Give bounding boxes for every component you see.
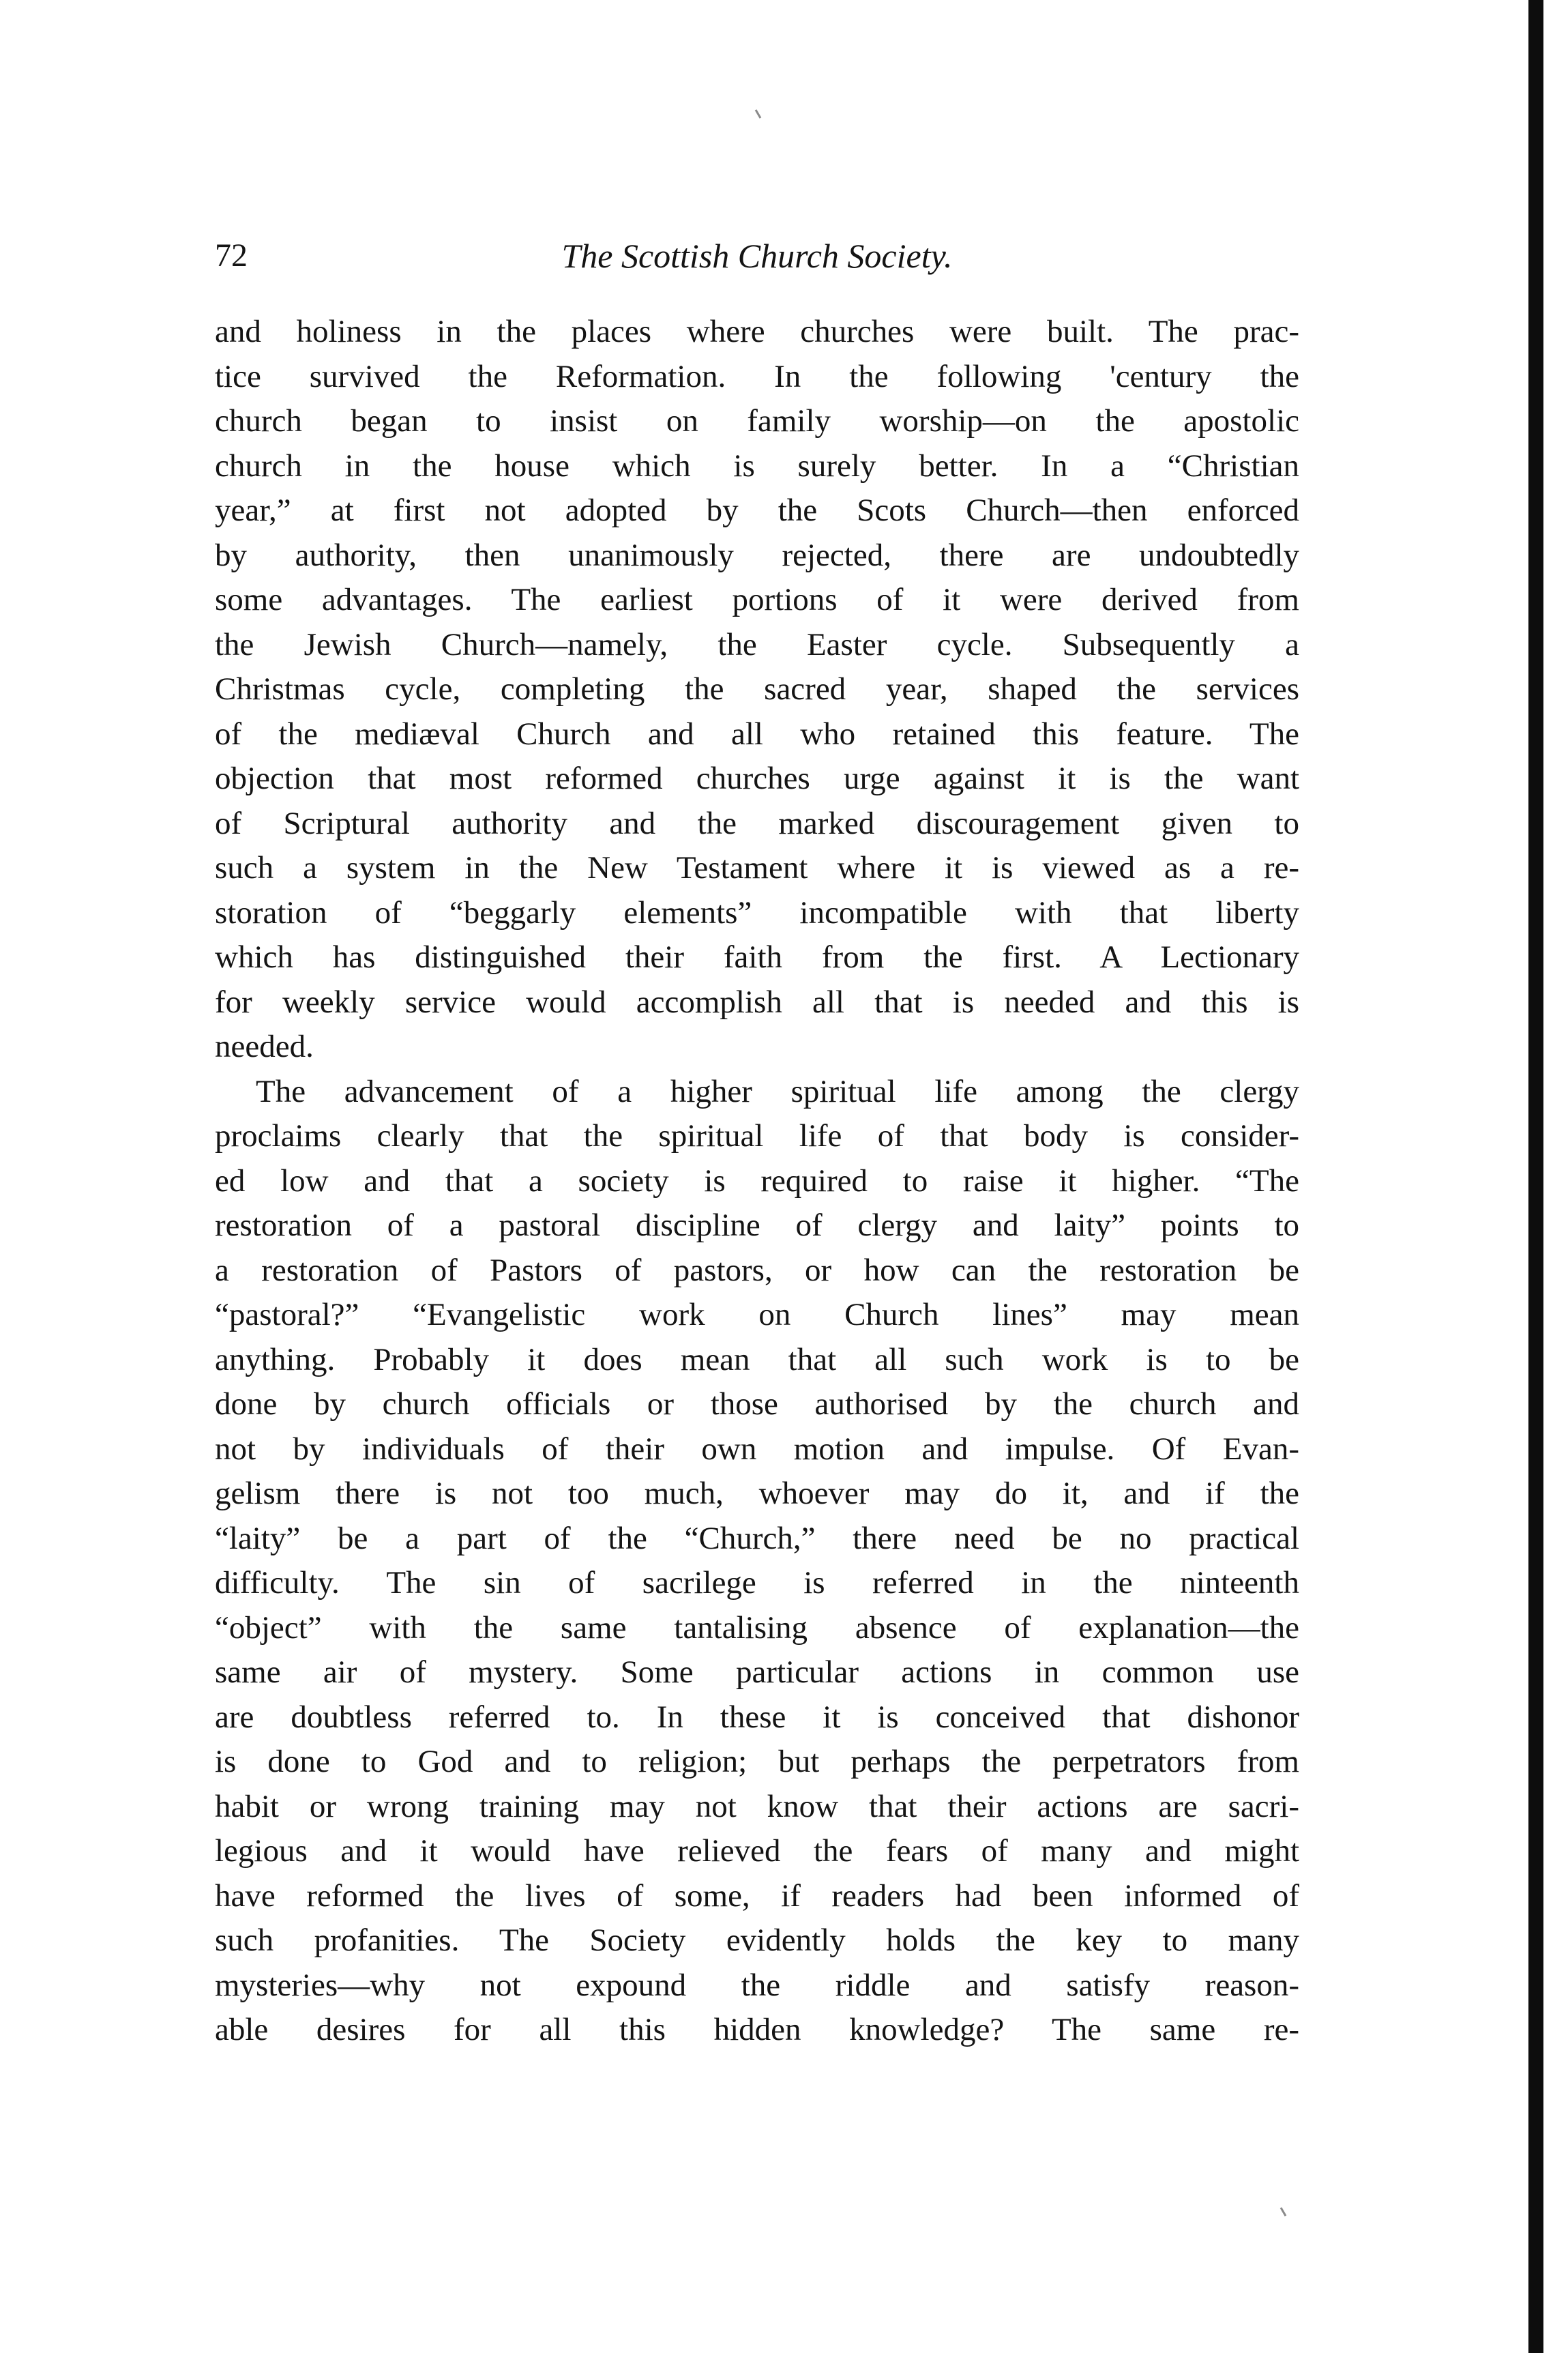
text-line: by authority, then unanimously rejected, there are undoubtedly: [215, 537, 1299, 573]
text-line: storation of “beggarly elements” incompatible with that liberty: [215, 894, 1299, 931]
text-line: “pastoral?” “Evangelistic work on Church lines” may mean: [215, 1297, 1299, 1332]
text-line: restoration of a pastoral discipline of clergy and laity” points to: [215, 1208, 1299, 1243]
text-line: some advantages. The earliest portions of it were derived from: [215, 582, 1299, 617]
text-line: anything. Probably it does mean that all such work is to be: [215, 1341, 1299, 1377]
text-line: The advancement of a higher spiritual life among the clergy: [256, 1073, 1299, 1109]
text-line: are doubtless referred to. In these it is conceived that dishonor: [215, 1699, 1299, 1735]
text-line: “object” with the same tantalising absence of explanation—the: [215, 1609, 1299, 1646]
text-line: habit or wrong training may not know that their actions are sacri-: [215, 1788, 1299, 1824]
text-line: gelism there is not too much, whoever may do it, and if the: [215, 1476, 1299, 1511]
text-line: ed low and that a society is required to raise it higher. “The: [215, 1163, 1299, 1199]
text-line: difficulty. The sin of sacrilege is referred in the ninteenth: [215, 1565, 1299, 1601]
paragraph-2: [215, 1070, 1299, 2053]
text-line: of Scriptural authority and the marked discouragement given to: [215, 805, 1299, 841]
text-line: such a system in the New Testament where it is viewed as a re-: [215, 850, 1299, 886]
text-line: and holiness in the places where churches were built. The prac-: [215, 314, 1299, 349]
text-line: of the mediæval Church and all who retained this feature. The: [215, 716, 1299, 752]
text-line: legious and it would have relieved the fears of many and might: [215, 1833, 1299, 1869]
text-line: same air of mystery. Some particular actions in common use: [215, 1654, 1299, 1690]
text-line: church in the house which is surely better. In a “Christian: [215, 448, 1299, 484]
text-line: done by church officials or those authorised by the church and: [215, 1386, 1299, 1422]
page-number: 72: [215, 237, 248, 274]
text-line: which has distinguished their faith from the first. A Lectionary: [215, 939, 1299, 975]
paper-speck: [755, 109, 762, 119]
text-line: Christmas cycle, completing the sacred year, shaped the services: [215, 671, 1299, 707]
paragraph-1: [215, 310, 1299, 1070]
text-line: a restoration of Pastors of pastors, or how can the restoration be: [215, 1252, 1299, 1288]
text-line: for weekly service would accomplish all that is needed and this is: [215, 984, 1299, 1020]
text-line: objection that most reformed churches urge against it is the want: [215, 761, 1299, 796]
text-line: mysteries—why not expound the riddle and satisfy reason-: [215, 1967, 1299, 2003]
text-line: have reformed the lives of some, if readers had been informed of: [215, 1877, 1299, 1914]
text-line: the Jewish Church—namely, the Easter cycle. Subsequently a: [215, 626, 1299, 662]
paper-speck: [1280, 2207, 1287, 2217]
text-line: proclaims clearly that the spiritual life of that body is consider-: [215, 1118, 1299, 1154]
text-line: needed.: [215, 1029, 314, 1064]
text-line: able desires for all this hidden knowledge? The same re-: [215, 2012, 1299, 2047]
running-head: [215, 232, 1299, 280]
text-line: is done to God and to religion; but perhaps the perpetrators from: [215, 1744, 1299, 1779]
book-page: [215, 232, 1299, 2053]
text-line: not by individuals of their own motion and impulse. Of Evan-: [215, 1431, 1299, 1467]
running-title: The Scottish Church Society.: [561, 237, 953, 275]
page-edge-shadow: [1528, 0, 1543, 2353]
text-line: such profanities. The Society evidently holds the key to many: [215, 1923, 1299, 1958]
text-line: year,” at first not adopted by the Scots Church—then enforced: [215, 493, 1299, 528]
text-line: “laity” be a part of the “Church,” there need be no practical: [215, 1520, 1299, 1556]
text-line: tice survived the Reformation. In the following 'century the: [215, 358, 1299, 394]
text-line: church began to insist on family worship—on the apostolic: [215, 403, 1299, 439]
